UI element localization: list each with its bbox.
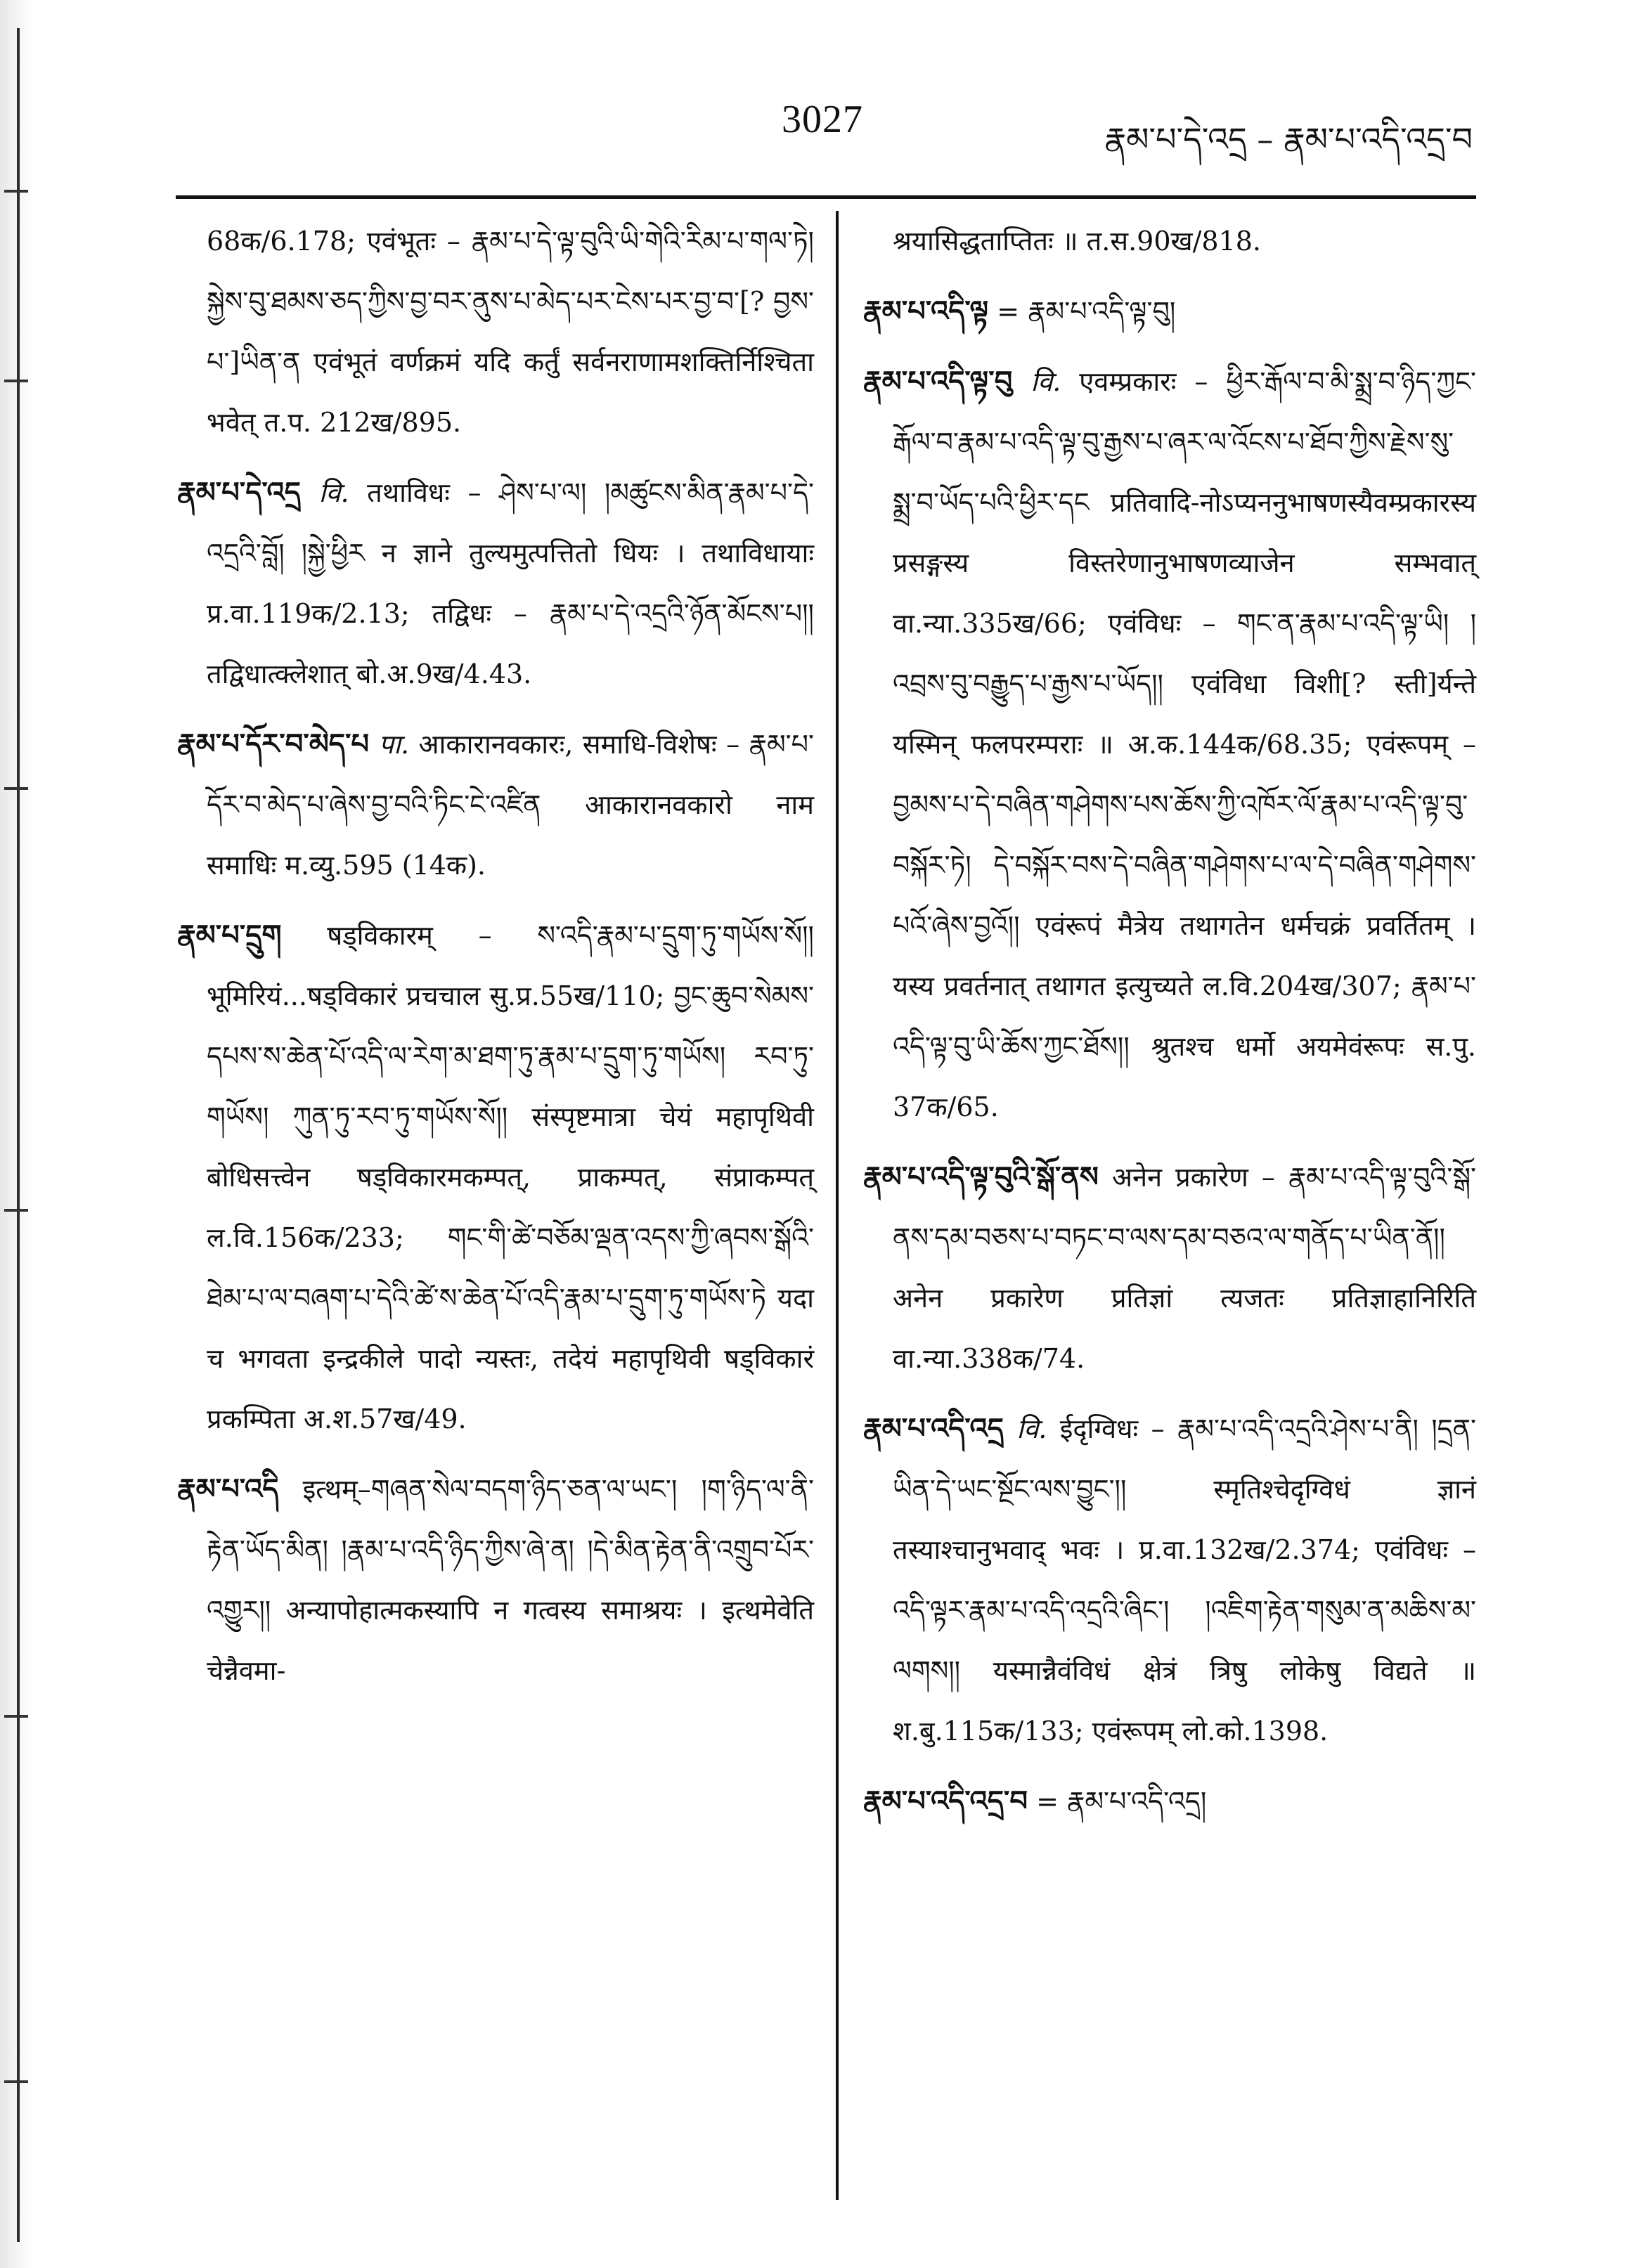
scan-binding-mark <box>4 2080 28 2083</box>
dictionary-entry <box>177 1459 814 1701</box>
entry-pos: वि. <box>318 477 349 508</box>
entry-pos: पा. <box>378 729 410 760</box>
entry-headword: རྣམ་པ་འདི <box>177 1472 279 1505</box>
entry-text: इत्थम्–གཞན་སེལ་བདག་ཉིད་ཅན་ལ་ཡང་། །ག་ཉིད་ལ་ནི་རྟེན་ཡོད་མིན། །རྣམ་པ་འདི་ཉིད་ཀྱིས་ཞེ་ན། །དེ་མིན་རྟེན་ནི་འགྲུབ་པོར་འགྱུར།། अन्यापोहात्मकस्यापि न गत्वस्य समाश्रयः । इत्थमेवेति चेन्नैवमा- <box>207 1474 814 1686</box>
entry-text: एवम्प्रकारः – ཕྱིར་རྒོལ་བ་མི་སྨྲ་བ་ཉིད་ཀྱང་རྒོལ་བ་རྣམ་པ་འདི་ལྟ་བུ་རྒྱས་པ་ཞར་ལ་འོངས་པ་ཐོབ་ཀྱིས་རྗེས་སུ་སྨྲ་བ་ཡོད་པའི་ཕྱིར་དང प्रतिवादि-नोऽप्यननुभाषणस्यैवम्प्रकारस्य प्रसङ्गस्य विस्तरेणानुभाषणव्याजेन सम्भवात् वा.न्या.335ख/66; एवंविधः – གང་ན་རྣམ་པ་འདི་ལྟ་ཡི། །འབྲས་བུ་བརྒྱུད་པ་རྒྱས་པ་ཡོད།། एवंविधा विशी[? स्ती]र्यन्ते यस्मिन् फलपरम्पराः ॥ अ.क.144क/68.35; एवंरूपम् – བྱམས་པ་དེ་བཞིན་གཤེགས་པས་ཆོས་ཀྱི་འཁོར་ལོ་རྣམ་པ་འདི་ལྟ་བུ་བསྐོར་ཏེ། དེ་བསྐོར་བས་དེ་བཞིན་གཤེགས་པ་ལ་དེ་བཞིན་གཤེགས་པའོ་ཞེས་བྱའོ།། एवंरूपं मैत्रेय तथागतेन धर्मचक्रं प्रवर्तितम् । यस्य प्रवर्तनात् तथागत इत्युच्यते ल.वि.204ख/307; རྣམ་པ་འདི་ལྟ་བུ་ཡི་ཆོས་ཀྱང་ཐོས།། श्रुतश्च धर्मो अयमेवंरूपः स.पु. 37क/65. <box>893 366 1476 1122</box>
dictionary-entry <box>863 1399 1476 1761</box>
scan-binding-mark <box>4 1715 28 1718</box>
entry-text: 68क/6.178; एवंभूतः – རྣམ་པ་དེ་ལྟ་བུའི་ཡི་གེའི་རིམ་པ་གལ་ཏེ། སྐྱེས་བུ་ཐམས་ཅད་ཀྱིས་བྱ་བར་ནུས་པ་མེད་པར་ངེས་པར་བྱ་བ་[? བྱས་པ་]ཡིན་ན एवंभूतं वर्णक्रमं यदि कर्तुं सर्वनराणामशक्तिर्निश्चिता भवेत् त.प. 212ख/895. <box>207 226 814 438</box>
dictionary-entry <box>863 1147 1476 1389</box>
left-column <box>177 211 814 1711</box>
header-rule <box>176 195 1476 199</box>
running-head: རྣམ་པ་དེ་འདྲ – རྣམ་པ་འདི་འདྲ་བ <box>1104 120 1473 158</box>
dictionary-entry <box>177 462 814 704</box>
scan-binding-mark <box>4 1209 28 1212</box>
dictionary-entry <box>863 1771 1476 1832</box>
entry-pos: वि. <box>1016 1413 1047 1444</box>
entry-headword: རྣམ་པ་འདི་ལྟ་བུའི་སྒོ་ནས <box>863 1160 1099 1193</box>
dictionary-entry <box>863 281 1476 342</box>
scan-binding-edge <box>0 0 32 2268</box>
entry-text: = རྣམ་པ་འདི་འདྲ། <box>1036 1786 1207 1817</box>
entry-text: ईदृग्विधः – རྣམ་པ་འདི་འདྲའི་ཤེས་པ་ནི། །དྲན་ཡིན་དེ་ཡང་སྔོང་ལས་བྱུང་།། स्मृतिश्चेदृग्विधं ज्ञानं तस्याश्चानुभवाद् भवः । प्र.वा.132ख/2.374; एवंविधः – འདི་ལྟར་རྣམ་པ་འདི་འདྲའི་ཞིང་། །འཇིག་རྟེན་གསུམ་ན་མཆིས་མ་ལགས།། यस्मान्नैवंविधं क्षेत्रं त्रिषु लोकेषु विद्यते ॥ श.बु.115क/133; एवंरूपम् लो.को.1398. <box>893 1413 1476 1747</box>
entry-text: तथाविधः – ཤེས་པ་ལ། །མཚུངས་མིན་རྣམ་པ་དེ་འདྲའི་བློ། །སྐྱེ་ཕྱིར न ज्ञाने तुल्यमुत्पत्तितो धियः । तथाविधायाः प्र.वा.119क/2.13; तद्विधः – རྣམ་པ་དེ་འདྲའི་ཉོན་མོངས་པ།། तद्विधात्क्लेशात् बो.अ.9ख/4.43. <box>207 477 814 689</box>
entry-headword: རྣམ་པ་འདི་འདྲ <box>863 1412 1004 1445</box>
page-number: 3027 <box>782 98 863 141</box>
scan-binding-mark <box>4 380 28 382</box>
dictionary-entry <box>177 905 814 1449</box>
scan-binding-mark <box>4 190 28 193</box>
column-divider <box>836 211 839 2200</box>
right-column <box>863 211 1476 1841</box>
entry-headword: རྣམ་པ་འདི་ལྟ་བུ <box>863 365 1013 398</box>
entry-text: आकारानवकारः, समाधि-विशेषः – རྣམ་པ་དོར་བ་མེད་པ་ཞེས་བྱ་བའི་ཏིང་ངེ་འཛིན आकारानवकारो नाम समाधिः म.व्यु.595 (14क). <box>207 729 814 881</box>
scan-binding-mark <box>4 787 28 790</box>
continuation-entry <box>177 211 814 453</box>
entry-text: षड्विकारम् – ས་འདི་རྣམ་པ་དྲུག་ཏུ་གཡོས་སོ།། भूमिरियं...षड्विकारं प्रचचाल सु.प्र.55ख/110; བྱང་ཆུབ་སེམས་དཔས་ས་ཆེན་པོ་འདི་ལ་རེག་མ་ཐག་ཏུ་རྣམ་པ་དྲུག་ཏུ་གཡོས། རབ་ཏུ་གཡོས། ཀུན་ཏུ་རབ་ཏུ་གཡོས་སོ།། संस्पृष्टमात्रा चेयं महापृथिवी बोधिसत्त्वेन षड्विकारमकम्पत्, प्राकम्पत्, संप्राकम्पत् ल.वि.156क/233; གང་གི་ཚེ་བཅོམ་ལྡན་འདས་ཀྱི་ཞབས་སྒོའི་ཐེམ་པ་ལ་བཞག་པ་དེའི་ཚེ་ས་ཆེན་པོ་འདི་རྣམ་པ་དྲུག་ཏུ་གཡོས་ཏེ यदा च भगवता इन्द्रकीले पादो न्यस्तः, तदेयं महापृथिवी षड्विकारं प्रकम्पिता अ.श.57ख/49. <box>207 920 814 1434</box>
dictionary-entry <box>177 714 814 895</box>
entry-headword: རྣམ་པ་དོར་བ་མེད་པ <box>177 727 369 760</box>
entry-headword: རྣམ་པ་དེ་འདྲ <box>177 476 301 509</box>
entry-headword: རྣམ་པ་དྲུག <box>177 919 282 952</box>
entry-headword: རྣམ་པ་འདི་འདྲ་བ <box>863 1784 1028 1817</box>
scan-binding-line <box>17 28 20 2242</box>
entry-text: श्रयासिद्धताप्तितः ॥ त.स.90ख/818. <box>893 226 1261 257</box>
dictionary-entry <box>863 351 1476 1137</box>
continuation-entry <box>863 211 1476 271</box>
entry-headword: རྣམ་པ་འདི་ལྟ <box>863 294 989 328</box>
entry-pos: वि. <box>1030 366 1061 397</box>
entry-text: = རྣམ་པ་འདི་ལྟ་བུ། <box>997 296 1176 327</box>
entry-text: अनेन प्रकारेण – རྣམ་པ་འདི་ལྟ་བུའི་སྒོ་ནས་དམ་བཅས་པ་བཏང་བ་ལས་དམ་བཅའ་ལ་གནོད་པ་ཡིན་ནོ།། अनेन प्रकारेण प्रतिज्ञां त्यजतः प्रतिज्ञाहानिरिति वा.न्या.338क/74. <box>893 1162 1476 1374</box>
